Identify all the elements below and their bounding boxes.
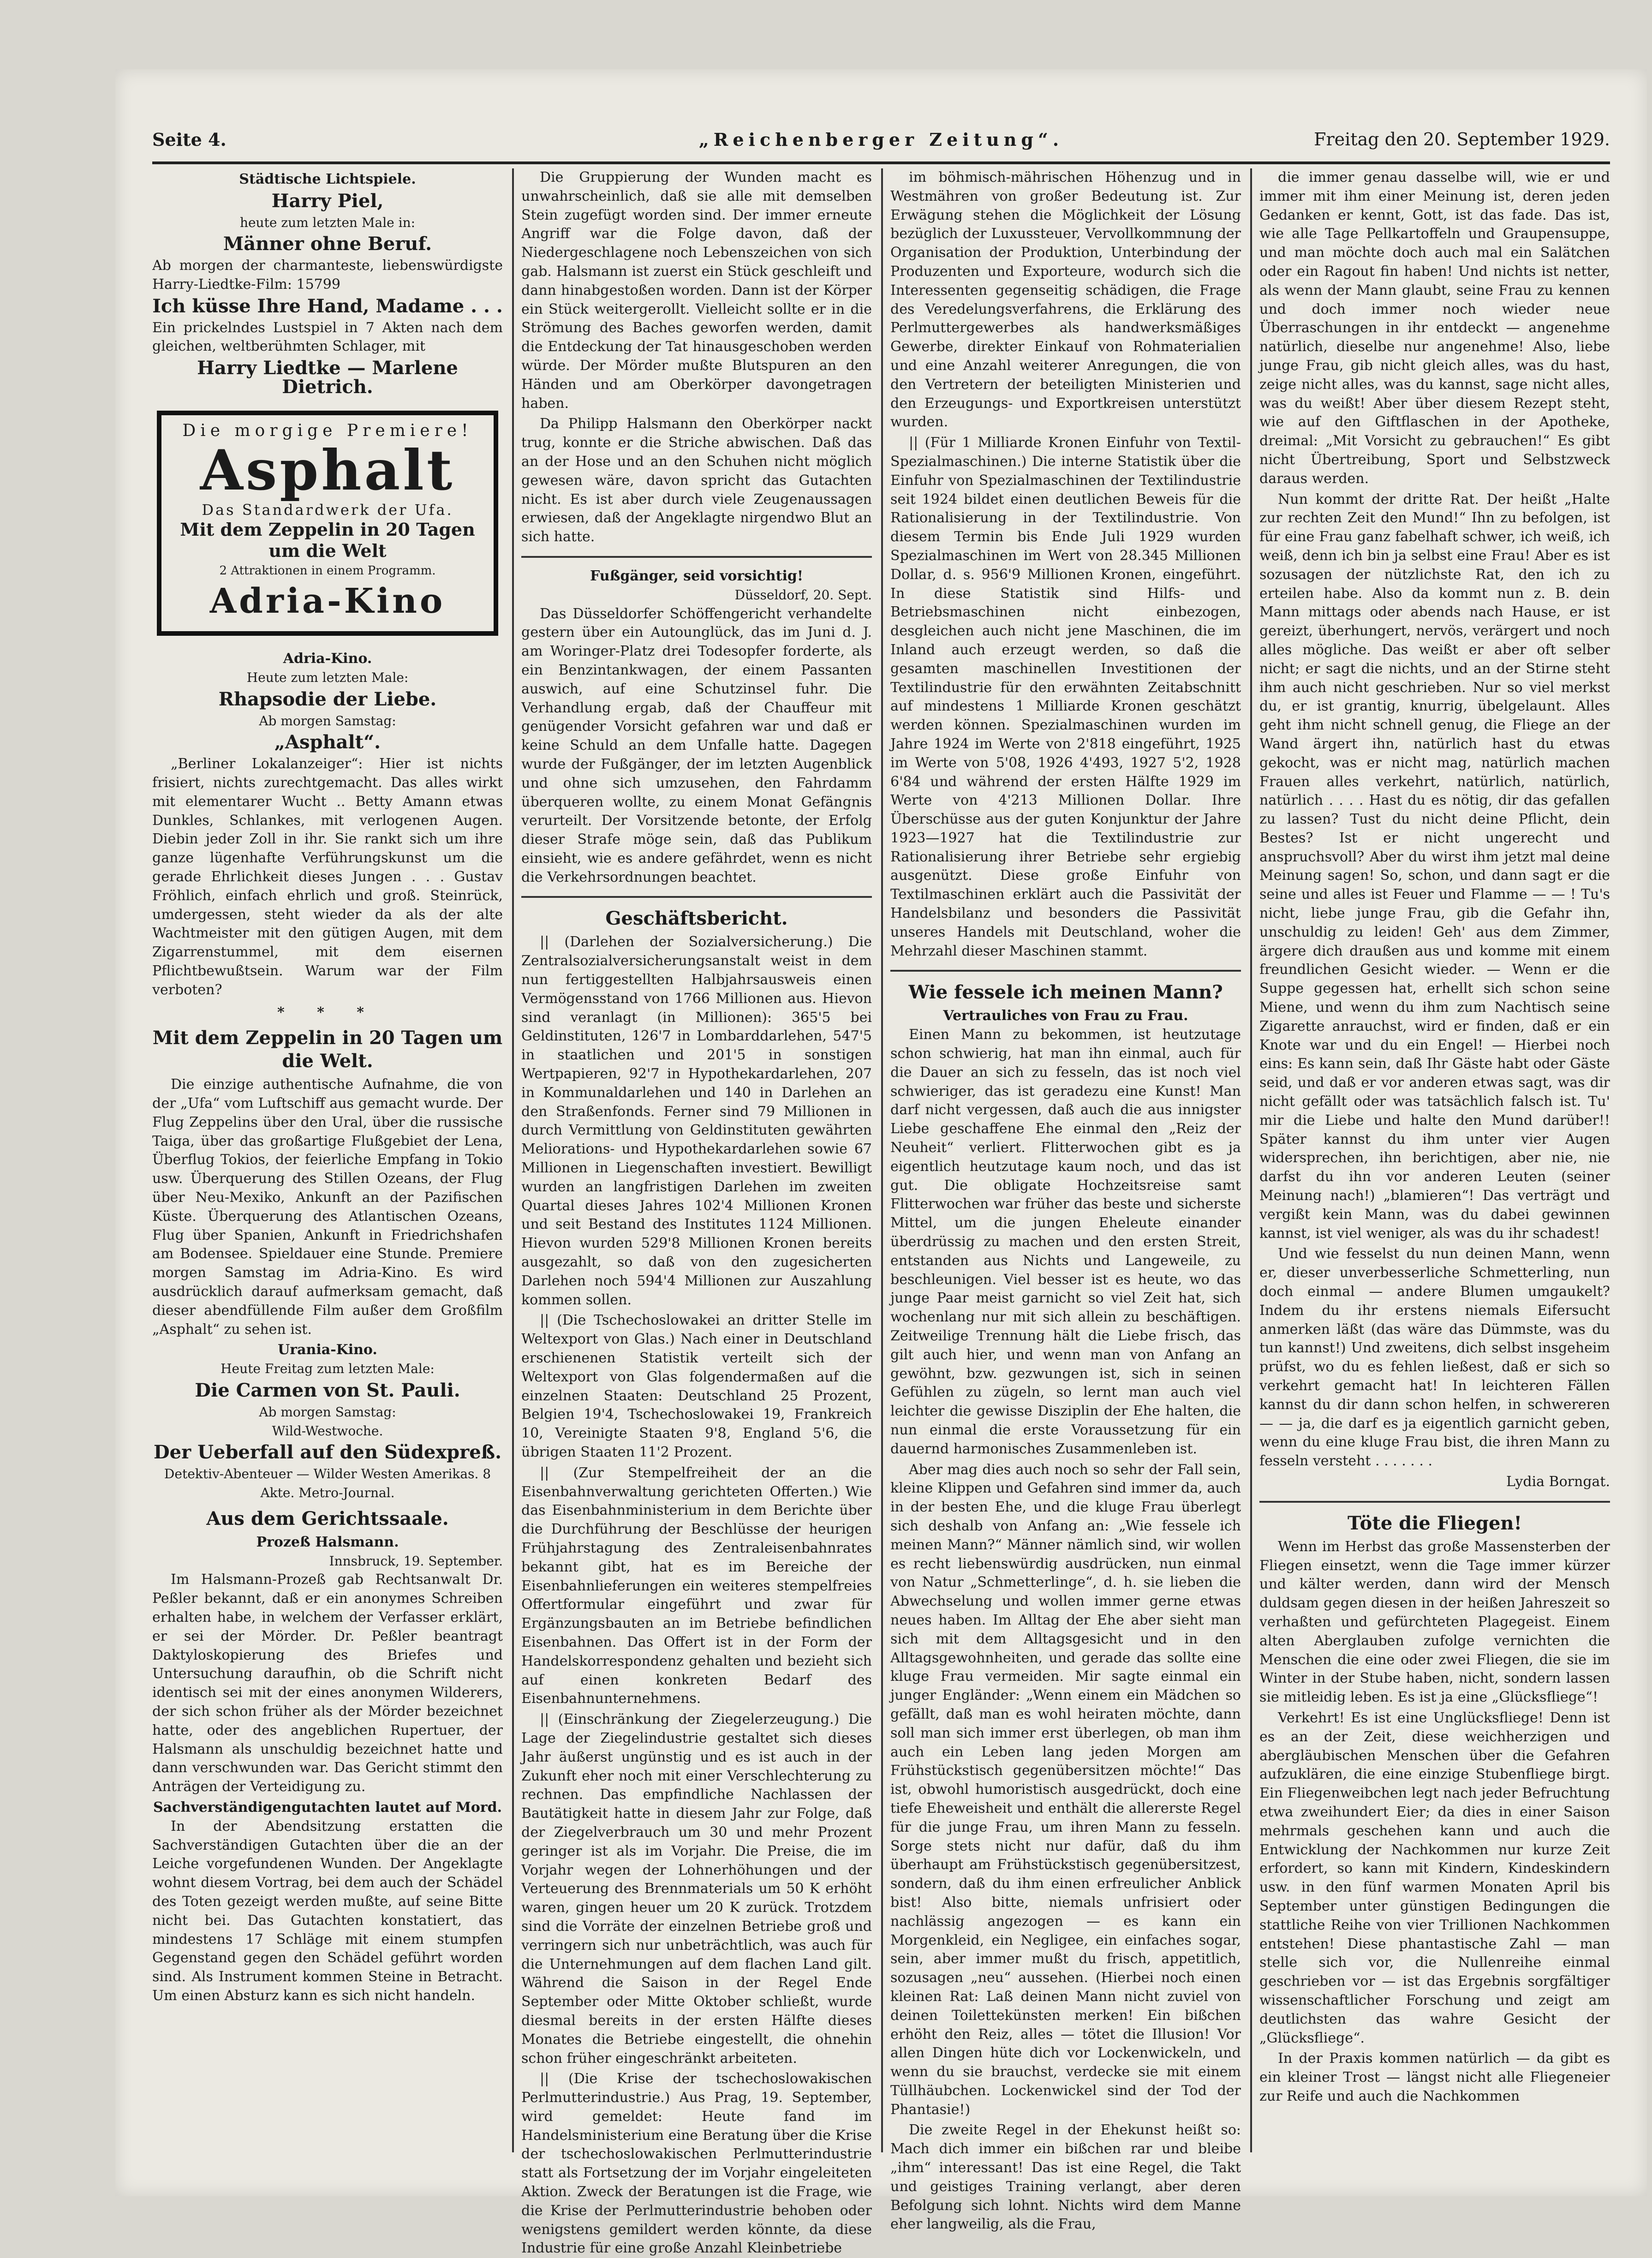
newspaper-page: [115, 69, 1647, 2257]
film-title: Der Ueberfall auf den Südexpreß.: [153, 1441, 501, 1464]
ad-tagline: Das Standardwerk der Ufa.: [202, 501, 453, 519]
article-text: || (Darlehen der Sozialversicherung.) Die Zentralsozialversicherungsanstalt weist in dem nun fertiggestellten Halbjahrsausweis einen Vermögensstand von 1766 Millionen aus. Hievon sind veranlagt (in Millionen): 365'5 bei Geldinstituten, 126'7 in Lombarddarlehen, 547'5 in staatlichen und 201'5 in sonstigen Wertpapieren, 92'7 in Hypothekardarlehen, 207 in Kommunaldarlehen und 140 in Darlehen an den Straßenfonds. Ferner sind 79 Millionen in durch Vermittlung von Geldinstituten gewährten Meliorations- und Hypothekardarlehen sowie 67 Millionen in Liegenschaften investiert. Bewilligt wurden an langfristigen Darlehen im zweiten Quartal dieses Jahres 102'4 Millionen Kronen und seit Bestand des Institutes 1124 Millionen. Hievon wurden 529'8 Millionen Kronen bereits ausgezahlt, so daß von den zugesicherten Darlehen noch 594'4 Millionen zur Auszahlung kommen sollen.: [521, 934, 872, 1308]
author-signature: Lydia Borngat.: [1506, 1473, 1610, 1490]
article-text: || (Einschränkung der Ziegelerzeugung.) Die Lage der Ziegelindustrie gestaltet sich dieses Jahr äußerst ungünstig und es ist auch in der Zukunft eher noch mit einer Verschlechterung zu rechnen. Das empfindliche Nachlassen der Bautätigkeit hatte in diesem Jahr zur Folge, daß der Ziegelverbrauch um 30 und mehr Prozent geringer ist als im Vorjahr. Die Preise, die im Vorjahr wegen der Lohnerhöhungen und der Verteuerung des Brennmaterials um 50 K erhöht waren, gingen heuer um 20 K zurück. Trotzdem sind die Vorräte der einzelnen Betriebe groß und verringern sich nur unbeträchtlich, was auch für die Unternehmungen auf dem flachen Land gilt. Während die Saison in der Regel Ende September oder Mitte Oktober schließt, wurde diesmal bereits in der ersten Hälfte dieses Monates die Betriebe eingestellt, die ohnehin schon früher eingeschränkt arbeiteten.: [521, 1711, 872, 2067]
divider: [521, 556, 872, 558]
dateline: Düsseldorf, 20. Sept.: [734, 587, 872, 603]
divider: [1259, 1501, 1610, 1503]
article-text: || (Zur Stempelfreiheit der an die Eisenbahnverwaltung gerichteten Offerten.) Wie das Eisenbahnministerium in dem Berichte über die Durchführung der Beschlüsse der heurigen Frühjahrstagung des Zentraleisenbahnrates bekannt gibt, hat es im Bereiche der Eisenbahnlieferungen ein weiteres stempelfreies Offertformular eingeführt und zwar für Ergänzungsbauten an im Betriebe befindlichen Eisenbahnen. Das Offert ist in der Form der Handelskorrespondenz gehalten und bezieht sich auf einen konkreten Bedarf des Eisenbahnunternehmens.: [521, 1464, 872, 1707]
article-title: Geschäftsbericht.: [605, 908, 788, 930]
column-rule: [512, 168, 514, 2152]
article-text: Die zweite Regel in der Ehekunst heißt so: Mach dich immer ein bißchen rar und bleibe „ihm“ interessant! Das ist eine Regel, die Takt und geistiges Training verlangt, aber deren Befolgung sich lohnt. Nichts wird dem Manne eher langweilig, als die Frau,: [890, 2122, 1241, 2233]
section-heading: Adria-Kino.: [283, 651, 372, 667]
column-1: [152, 168, 503, 2162]
newspaper-name: „Reichenberger Zeitung“.: [698, 129, 1064, 150]
article-title: Mit dem Zeppelin in 20 Tagen um die Welt.: [152, 1027, 503, 1072]
divider: [890, 970, 1241, 972]
article-text: Im Halsmann-Prozeß gab Rechtsanwalt Dr. Peßler bekannt, daß er ein anonymes Schreiben erhalten habe, in welchem der Verfasser erklärt, er sei der Mörder. Dr. Peßler beantragt Daktyloskopierung des Briefes und Untersuchung daraufhin, ob die Schrift nicht identisch sei mit der eines anonymen Wilderers, der sich schon früher als der Mörder bezeichnet hatte, oder des angeblichen Rupertuer, der Halsmann als unschuldig bezeichnet hatte und dann verschwunden war. Das Gericht stimmt den Anträgen der Verteidigung zu.: [152, 1571, 503, 1795]
article-text: In der Abendsitzung erstatten die Sachverständigen Gutachten über die an der Leiche vorgefundenen Wunden. Der Angeklagte wohnt diesem Vortrag, bei dem auch der Schädel des Toten gezeigt werden mußte, auf seine Bitte nicht bei. Das Gutachten konstatiert, das mindestens 17 Schläge mit einem stumpfen Gegenstand gegen den Schädel geführt worden sind. Als Instrument kommen Steine in Betracht. Um einen Absturz kann es sich nicht handeln.: [152, 1818, 503, 2004]
separator-stars: * * *: [277, 1004, 378, 1021]
article-text: || (Die Krise der tschechoslowakischen Perlmutterindustrie.) Aus Prag, 19. September, wird gemeldet: Heute fand im Handelsministerium eine Beratung über die Krise der tschechoslowakischen Perlmutterindustrie statt als Fortsetzung der im Vorjahr eingeleiteten Aktion. Zweck der Beratungen ist die Frage, wie die Krise der Perlmutterindustrie behoben oder wenigstens gemildert werden könnte, da diese Industrie für eine große Anzahl Kleinbetriebe: [521, 2071, 872, 2257]
film-title: Rhapsodie der Liebe.: [218, 688, 437, 710]
article-text: die immer genau dasselbe will, wie er und immer mit ihm einer Meinung ist, deren jeden Gedanken er kennt, Gott, ist das fade. Das ist, wie alle Tage Pellkartoffeln und Graupensuppe, und man möchte doch auch mal ein Salätchen oder ein Ragout fin haben! Und nichts ist netter, als wenn der Mann glaubt, seine Frau zu kennen und doch immer noch wieder neue Überraschungen in ihr entdeckt — angenehme natürlich, dieselbe nur angenehme! Also, liebe junge Frau, gib nicht gleich alles, was du hast, zeige nicht alles, was du kannst, sage nicht alles, was du weißt! Aber über diesem Rezept steht, wie auf den Giftflaschen in der Apotheke, dreimal: „Mit Vorsicht zu gebrauchen!“ Es gibt nicht Übertreibung, Sport und Selbstzweck daraus werden.: [1259, 169, 1610, 487]
article-text: Verkehrt! Es ist eine Unglücksfliege! Denn ist es an der Zeit, diese weichherzigen und abergläubischen Menschen über die Gefahren aufzuklären, die eine einzige Stubenfliege birgt. Ein Fliegenweibchen legt nach jeder Befruchtung etwa zweihundert Eier; da dies in einer Saison mehrmals geschehen kann und auch die Entwicklung der Nachkommen nur kurze Zeit erfordert, so kann mit Kindern, Kindeskindern usw. in den fünf warmen Monaten April bis September unter günstigen Bedingungen die stattliche Reihe von vier Trillionen Nachkommen entstehen! Diese phantastische Zahl — man stelle sich vor, die Nullenreihe einmal geschrieben vor — ist das Ergebnis sorgfältiger wissenschaftlicher Forschung und zeigt am deutlichsten das wahre Gesicht der „Glücksfliege“.: [1259, 1709, 1610, 2046]
article-title: Aus dem Gerichtssaale.: [206, 1507, 449, 1529]
column-4: [1259, 168, 1610, 2162]
article-subtitle: Vertrauliches von Frau zu Frau.: [943, 1008, 1188, 1024]
article-title: Fußgänger, seid vorsichtig!: [590, 567, 803, 584]
cinema-text: Ab morgen der charmanteste, liebenswürdigste Harry-Liedtke-Film: 15799: [152, 257, 503, 293]
cinema-star: Harry Piel,: [271, 190, 384, 212]
page-header: [152, 120, 1610, 164]
cinema-note: heute zum letzten Male in:: [239, 215, 416, 230]
film-title: Männer ohne Beruf.: [223, 233, 432, 255]
film-stars: Harry Liedtke — Marlene Dietrich.: [197, 357, 458, 398]
film-title: Ich küsse Ihre Hand, Madame . . .: [152, 295, 503, 317]
ad-note: 2 Attraktionen in einem Programm.: [219, 564, 436, 578]
divider: [521, 896, 872, 898]
cinema-label: Städtische Lichtspiele.: [239, 171, 416, 187]
section-note: Heute Freitag zum letzten Male:: [221, 1361, 435, 1377]
dateline: Innsbruck, 19. September.: [329, 1553, 503, 1569]
section-note: Wild-Westwoche.: [272, 1423, 383, 1439]
column-3: [890, 168, 1241, 2233]
column-rule: [1250, 168, 1252, 2152]
film-title: Die Carmen von St. Pauli.: [195, 1380, 460, 1402]
section-note: Ab morgen Samstag:: [259, 1404, 396, 1420]
article-text: Das Düsseldorfer Schöffengericht verhandelte gestern über ein Autounglück, das im Juni d. J. am Woringer-Platz drei Todesopfer forderte, als ein Benzintankwagen, der einem Passanten auswich, auf eine Schutzinsel fuhr. Die Verhandlung ergab, daß der Chauffeur mit genügender Vorsicht gefahren war und daß er keine Schuld an dem Unfalle hatte. Dagegen wurde der Fußgänger, der im letzten Augenblick und ohne sich umzusehen, den Fahrdamm überqueren wollte, zu einem Monat Gefängnis verurteilt. Der Vorsitzende betonte, der Erfolg dieser Strafe möge sein, daß das Publikum einsieht, wie es andere gefährdet, wenn es nicht die Verkehrsordnungen beachtet.: [521, 605, 872, 885]
film-title: „Asphalt“.: [274, 731, 381, 753]
article-text: In der Praxis kommen natürlich — da gibt es ein kleiner Trost — längst nicht alle Fliegeneier zur Reife und auch die Nachkommen: [1259, 2050, 1610, 2104]
article-subtitle: Prozeß Halsmann.: [256, 1534, 399, 1550]
page-number: Seite 4.: [152, 129, 227, 150]
article-text: im böhmisch-mährischen Höhenzug und in Westmähren von großer Bedeutung ist. Zur Erwägung stehen die Möglichkeit der Lösung bezüglich der Luxussteuer, Vervollkommnung der Organisation der Produktion, Unterbindung der Produzenten und Exporteure, wodurch sich die Interessenten gegenseitig schädigen, die Frage des Veredelungsverfahrens, die Erklärung des Perlmuttergewerbes als handwerksmäßiges Gewerbe, direkter Einkauf von Rohmaterialien und eine Anzahl weiterer Anregungen, die von den Vertretern der beteiligten Ministerien und den Erzeugungs- und Exportkreisen unterstützt wurden.: [890, 169, 1241, 430]
ad-cinema: Adria-Kino: [209, 581, 446, 621]
article-text: Die einzige authentische Aufnahme, die von der „Ufa“ vom Luftschiff aus gemacht wurde. Der Flug Zeppelins über den Ural, über die russische Taiga, über das großartige Flußgebiet der Lena, Überflug Tokios, der feierliche Empfang in Tokio usw. Überquerung des Stillen Ozeans, der Flug über Neu-Mexiko, Ankunft an der Pazifischen Küste. Überquerung des Atlantischen Ozeans, Flug über Spanien, Ankunft in Friedrichshafen am Bodensee. Spieldauer eine Stunde. Premiere morgen Samstag im Adria-Kino. Es wird ausdrücklich darauf aufmerksam gemacht, daß dieser abendfüllende Film außer dem Großfilm „Asphalt“ zu sehen ist.: [152, 1076, 503, 1338]
ad-premiere: Die morgige Premiere!: [182, 421, 473, 440]
article-title: Töte die Fliegen!: [1347, 1512, 1522, 1534]
article-text: Aber mag dies auch noch so sehr der Fall sein, kleine Klippen und Gefahren sind immer da, auch in der besten Ehe, und die kluge Frau überlegt sich deshalb von Anfang an: „Wie fessele ich meinen Mann?“ Männer nämlich sind, wir wollen es recht liebenswürdig ausdrücken, nun einmal von Natur „Schmetterlinge“, d. h. sie lieben die Abwechselung und wollen immer gerne etwas neues haben. Im Alltag der Ehe aber sieht man sich mit dem Alltagsgesicht und in den Alltagsgewohnheiten, und gerade das sollte eine kluge Frau vermeiden. Mir sagte einmal ein junger Engländer: „Wenn einem ein Mädchen so gefällt, daß man es wohl heiraten möchte, dann soll man sich immer erst überlegen, ob man ihm auch ein Leben lang jeden Morgen am Frühstückstisch gegenübersitzen möchte!“ Das ist, obwohl humoristisch ausgedrückt, doch eine tiefe Eheweisheit und enthält die allererste Regel für die junge Frau, um ihren Mann zu fesseln. Sorge stets nicht nur dafür, daß du ihm überhaupt am Frühstückstisch gegenübersitzest, sondern, daß du ihm einen erfreulicher Anblick bist! Also bitte, niemals unfrisiert oder nachlässig angezogen — es kann ein Morgenkleid, ein Negligee, ein einfaches sogar, sein, aber immer mußt du frisch, appetitlich, sozusagen „neu“ aussehen. (Hierbei noch einen kleinen Rat: Laß deinen Mann nicht zuviel von deinen Toilettekünsten merken! Ein bißchen erhöht den Reiz, alles — tötet die Illusion! Vor allen Dingen hüte dich vor Lockenwickeln, und wenn du sie brauchst, verdecke sie mit einem Tüllhäubchen. Lockenwickel sind der Tod der Phantasie!): [890, 1461, 1241, 2118]
article-text: Die Gruppierung der Wunden macht es unwahrscheinlich, daß sie alle mit demselben Stein zugefügt worden sind. Der immer erneute Angriff war die Folge davon, daß der Niedergeschlagene noch Lebenszeichen von sich gab. Halsmann ist zuerst ein Stück geschleift und dann hinabgestoßen worden. Dann ist der Körper ein Stück weitergerollt. Vielleicht sollte er in die Strömung des Baches geworfen werden, damit die Entdeckung der Tat hinausgeschoben werden würde. Der Mörder mußte Blutspuren an den Händen und am Oberkörper davongetragen haben.: [521, 169, 872, 412]
cinema-advertisement: [157, 411, 498, 636]
cinema-text: Ein prickelndes Lustspiel in 7 Akten nach dem gleichen, weltberühmten Schlager, mit: [152, 319, 503, 355]
article-text: Und wie fesselst du nun deinen Mann, wenn er, dieser unverbesserliche Schmetterling, nun doch einmal — andere Blumen umgaukelt? Indem du ihr erstens niemals Eifersucht anmerken läßt (das wäre das Dümmste, was du tun kannst!) Und zweitens, dich selbst insgeheim prüfst, wo du es fehlen ließest, daß er sich so verkehrt gemacht hat! In leichteren Fällen kannst du dir dann schon helfen, in schwereren — — ja, die darf es ja eigentlich garnicht geben, wenn du eine kluge Frau bist, die ihren Mann zu fesseln versteht . . . . . . .: [1259, 1246, 1610, 1469]
article-text: Einen Mann zu bekommen, ist heutzutage schon schwierig, hat man ihn einmal, auch für die Dauer an sich zu fesseln, das ist noch viel schwieriger, das ist geradezu eine Kunst! Man darf nicht vergessen, daß auch die aus innigster Liebe geschaffene Ehe einmal den „Reiz der Neuheit“ verliert. Flitterwochen gibt es ja eigentlich heutzutage kaum noch, und das ist gut. Die obligate Hochzeitsreise samt Flitterwochen war früher das beste und sicherste Mittel, um die jungen Eheleute einander überdrüssig zu machen und den ersten Streit, entstanden aus Nichts und Langeweile, zu beschleunigen. Viel besser ist es heute, wo das junge Paar meist garnicht so viel Zeit hat, sich wochenlang nur mit sich allein zu beschäftigen. Zeitweilige Trennung hält die Liebe frisch, das gilt auch hier, und wenn man von Anfang an gewöhnt, bzw. gezwungen ist, sich in seinen Gefühlen zu zügeln, so lernt man auch viel leichter die gewisse Disziplin der Ehe halten, die nun einmal die erste Voraussetzung für ein dauernd harmonisches Zusammenleben ist.: [890, 1027, 1241, 1457]
ad-second-film: Mit dem Zeppelin in 20 Tagen um die Welt: [180, 519, 475, 562]
column-2: [521, 168, 872, 2257]
section-note: Detektiv-Abenteuer — Wilder Westen Amerikas. 8 Akte. Metro-Journal.: [164, 1466, 491, 1501]
article-title: Wie fessele ich meinen Mann?: [908, 981, 1223, 1004]
ad-title: Asphalt: [200, 437, 455, 503]
article-subheading: Sachverständigengutachten lautet auf Mord.: [153, 1799, 502, 1816]
section-note: Heute zum letzten Male:: [246, 669, 409, 685]
review-text: „Berliner Lokalanzeiger“: Hier ist nichts frisiert, nichts zurechtgemacht. Das alles wirkt mit elementarer Wucht .. Betty Amann etwas Dunkles, Schlankes, mit verlogenen Augen. Diebin jeder Zoll in ihr. Sie rankt sich um ihre ganze lügenhafte Verführungskunst um die gerade Ehrlichkeit dieses Jungen . . . Gustav Fröhlich, einfach ehrlich und groß. Steinrück, umdergessen, steht wieder da als der alte Wachtmeister mit den gütigen Augen, mit dem Zigarrenstummel, mit dem eisernen Pflichtbewußtsein. Warum war der Film verboten?: [152, 756, 503, 998]
section-heading: Urania-Kino.: [278, 1342, 377, 1358]
article-text: Da Philipp Halsmann den Oberkörper nackt trug, konnte er die Striche abwischen. Daß das an der Hose und an den Schuhen nicht möglich gewesen wäre, davon spricht das Gutachten nicht. Es ist aber durch viele Zeugenaussagen erwiesen, daß der Angeklagte nirgendwo Blut an sich hatte.: [521, 416, 872, 545]
column-rule: [881, 168, 883, 2152]
article-text: || (Die Tschechoslowakei an dritter Stelle im Weltexport von Glas.) Nach einer in Deutschland erschienenen Statistik verteilt sich der Weltexport von Glas folgendermaßen auf die einzelnen Staaten: Deutschland 25 Prozent, Belgien 19'4, Tschechoslowakei 19, Frankreich 10, Vereinigte Staaten 9'8, England 5'6, die übrigen Staaten 11'2 Prozent.: [521, 1312, 872, 1460]
article-text: Wenn im Herbst das große Massensterben der Fliegen einsetzt, wenn die Tage immer kürzer und kälter werden, dann wird der Mensch duldsam gegen diesen in der heißen Jahreszeit so verhaßten und gefürchteten Plagegeist. Einem alten Aberglauben zufolge vernichten die Menschen die eine oder zwei Fliegen, die sie im Winter in der Stube haben, nicht, sondern lassen sie mitleidig leben. Es ist ja eine „Glücksfliege“!: [1259, 1538, 1610, 1706]
issue-date: Freitag den 20. September 1929.: [1314, 129, 1610, 149]
article-text: Nun kommt der dritte Rat. Der heißt „Halte zur rechten Zeit den Mund!“ Ihn zu befolgen, ist für eine Frau ganz fabelhaft schwer, ich weiß, ich weiß, denn ich bin ja selbst eine Frau! Aber es ist sozusagen der nützlichste Rat, den ich zu erteilen habe. Also da kommt nun z. B. dein Mann mittags oder abends nach Hause, er ist gereizt, überhungert, nervös, verärgert und noch alles mögliche. Das weißt er aber oft selber nicht; er sagt die nichts, und an der Stirne steht ihm auch nicht geschrieben. Nur so viel merkst du, er ist grantig, knurrig, übelgelaunt. Alles geht ihm nicht schnell genug, die Fliege an der Wand ärgert ihn, natürlich hast du etwas gekocht, was er nicht mag, natürlich machen Frauen alles verkehrt, natürlich, natürlich, natürlich . . . . Hast du es nötig, dir das gefallen zu lassen? Tust du nicht deine Pflicht, dein Bestes? Ist er nicht ungerecht und anspruchsvoll? Aber du wirst ihm jetzt mal deine Meinung sagen! So, schon, und dann sagt er die seine und alles ist Feuer und Flamme — — ! Tu's nicht, liebe junge Frau, gib die Gefahr ihn, unschuldig zu leiden! Geh' aus dem Zimmer, ärgere dich draußen aus und komme mit einem freundlichen Gesicht wieder. — Wenn er die Suppe gegessen hat, erhellt sich schon seine Miene, und wenn du ihm zum Nachtisch seine Zigarette anrauchst, wird er finden, daß er ein Knote war und du ein Engel! — Hierbei noch eins: Es kann sein, daß Ihr Gäste habt oder Gäste seid, und daß er vor anderen etwas sagt, was dir nicht gefällt oder was tatsächlich falsch ist. Tu' mir die Liebe und halte den Mund darüber!! Später kannst du ihm unter vier Augen widersprechen, ihn berichtigen, aber nie, nie darfst du ihn vor anderen Leuten (seiner Meinung nach!) „blamieren“! Das verträgt und vergißt kein Mann, was du dabei gewinnen kannst, ist viel weniger, als was du ihr schadest!: [1259, 491, 1610, 1242]
section-note: Ab morgen Samstag:: [259, 713, 396, 729]
article-text: || (Für 1 Milliarde Kronen Einfuhr von Textil-Spezialmaschinen.) Die interne Statistik über die Einfuhr von Spezialmaschinen der Textilindustrie seit 1924 bildet einen deutlichen Beweis für die Rationalisierung in der Textilindustrie. Von diesem Termin bis Ende Juli 1929 wurden Spezialmaschinen im Wert von 28.345 Millionen Dollar, d. s. 956'9 Millionen Kronen, eingeführt. In diese Statistik sind Hilfs- und Betriebsmaschinen nicht einbezogen, desgleichen auch nicht jene Maschinen, die im Inland auch erzeugt werden, so daß die gesamten maschinellen Investitionen der Textilindustrie für den erwähnten Zeitabschnitt auf mindestens 1 Milliarde Kronen geschätzt werden können. Spezialmaschinen wurden im Jahre 1924 im Werte von 2'818 eingeführt, 1925 im Werte von 5'08, 1926 4'493, 1927 5'2, 1928 6'84 und während der ersten Hälfte 1929 im Werte von 4'213 Millionen Dollar. Ihre Überschüsse aus der guten Konjunktur der Jahre 1923—1927 hat die Textilindustrie zur Rationalisierung ihrer Betriebe sehr ergiebig ausgenützt. Diese große Einfuhr von Textilmaschinen erklärt auch die Passivität der Handelsbilanz und besonders die Passivität unseres Handels mit Deutschland, woher die Mehrzahl dieser Maschinen stammt.: [890, 435, 1241, 959]
